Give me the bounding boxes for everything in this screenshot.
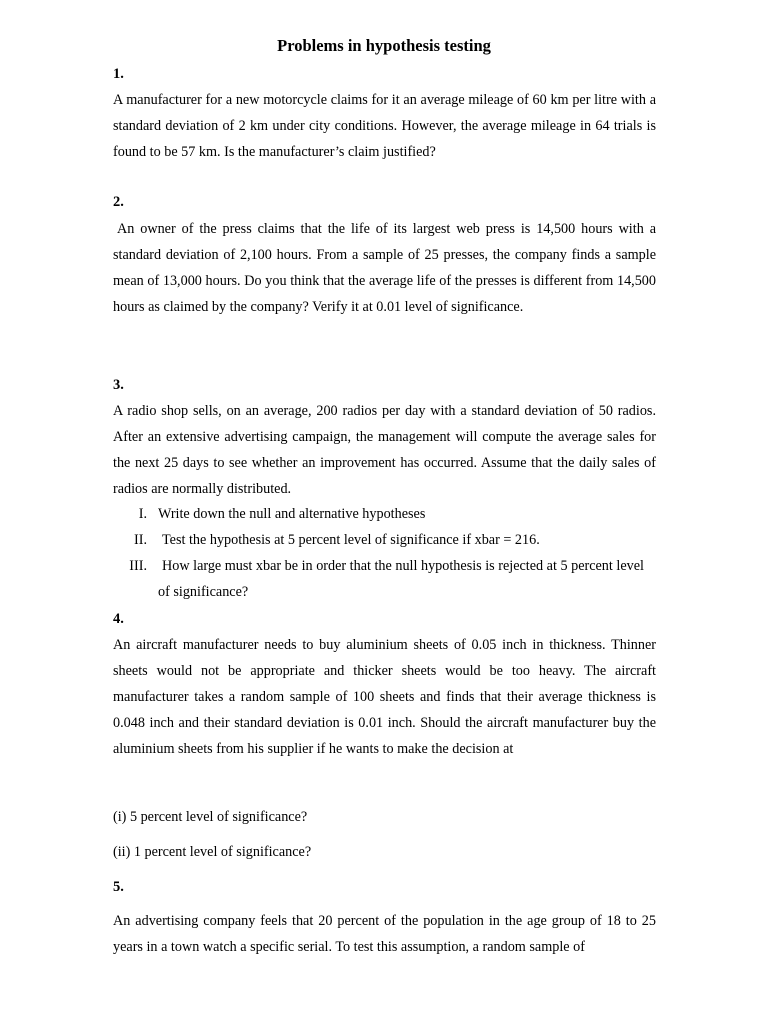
problem-1-text: A manufacturer for a new motorcycle claims for it an average mileage of 60 km per litre with a standard deviation of 2 km under city conditions. However, the average mileage in 64 trials is found to be 57 km. Is the manufacturer’s claim justified? [113, 92, 656, 160]
problem-5-text: An advertising company feels that 20 percent of the population in the age group of 18 to 25 years in a town watch a specific serial. To test this assumption, a random sample of [113, 913, 656, 955]
problem-3-item-1-text: Write down the null and alternative hypotheses [158, 506, 426, 522]
problem-2-number: 2. [113, 194, 124, 210]
document-title: Problems in hypothesis testing [277, 36, 491, 55]
problem-1-number: 1. [113, 66, 124, 82]
problem-4-option-2: (ii) 1 percent level of significance? [113, 844, 312, 860]
problem-3-number: 3. [113, 377, 124, 393]
problem-3-item-2-marker: II. [134, 532, 147, 548]
problem-3-item-1-marker: I. [138, 506, 147, 522]
problem-4-text: An aircraft manufacturer needs to buy aluminium sheets of 0.05 inch in thickness. Thinner sheets would not be appropriate and thicker sheets would be too heavy. The aircraft manufacturer takes a random sample of 100 sheets and finds that their average thickness is 0.048 inch and their standard deviation is 0.01 inch. Should the aircraft manufacturer buy the aluminium sheets from his supplier if he wants to make the decision at [113, 637, 656, 757]
problem-5-number: 5. [113, 879, 124, 895]
problem-3-item-3-marker: III. [129, 558, 147, 574]
problem-4-number: 4. [113, 611, 124, 627]
problem-2-text: An owner of the press claims that the life of its largest web press is 14,500 hours with a standard deviation of 2,100 hours. From a sample of 25 presses, the company finds a sample mean of 13,000 hours. Do you think that the average life of the presses is different from 14,500 hours as claimed by the company? Verify it at 0.01 level of significance. [113, 221, 656, 315]
problem-3-item-2-text: Test the hypothesis at 5 percent level of significance if xbar = 216. [162, 532, 540, 548]
problem-3-item-3-text: How large must xbar be in order that the null hypothesis is rejected at 5 percent level of significance? [158, 558, 644, 600]
problem-4-option-1: (i) 5 percent level of significance? [113, 809, 308, 825]
problem-3-text: A radio shop sells, on an average, 200 radios per day with a standard deviation of 50 radios. After an extensive advertising campaign, the management will compute the average sales for the next 25 days to see whether an improvement has occurred. Assume that the daily sales of radios are normally distributed. [113, 403, 656, 497]
